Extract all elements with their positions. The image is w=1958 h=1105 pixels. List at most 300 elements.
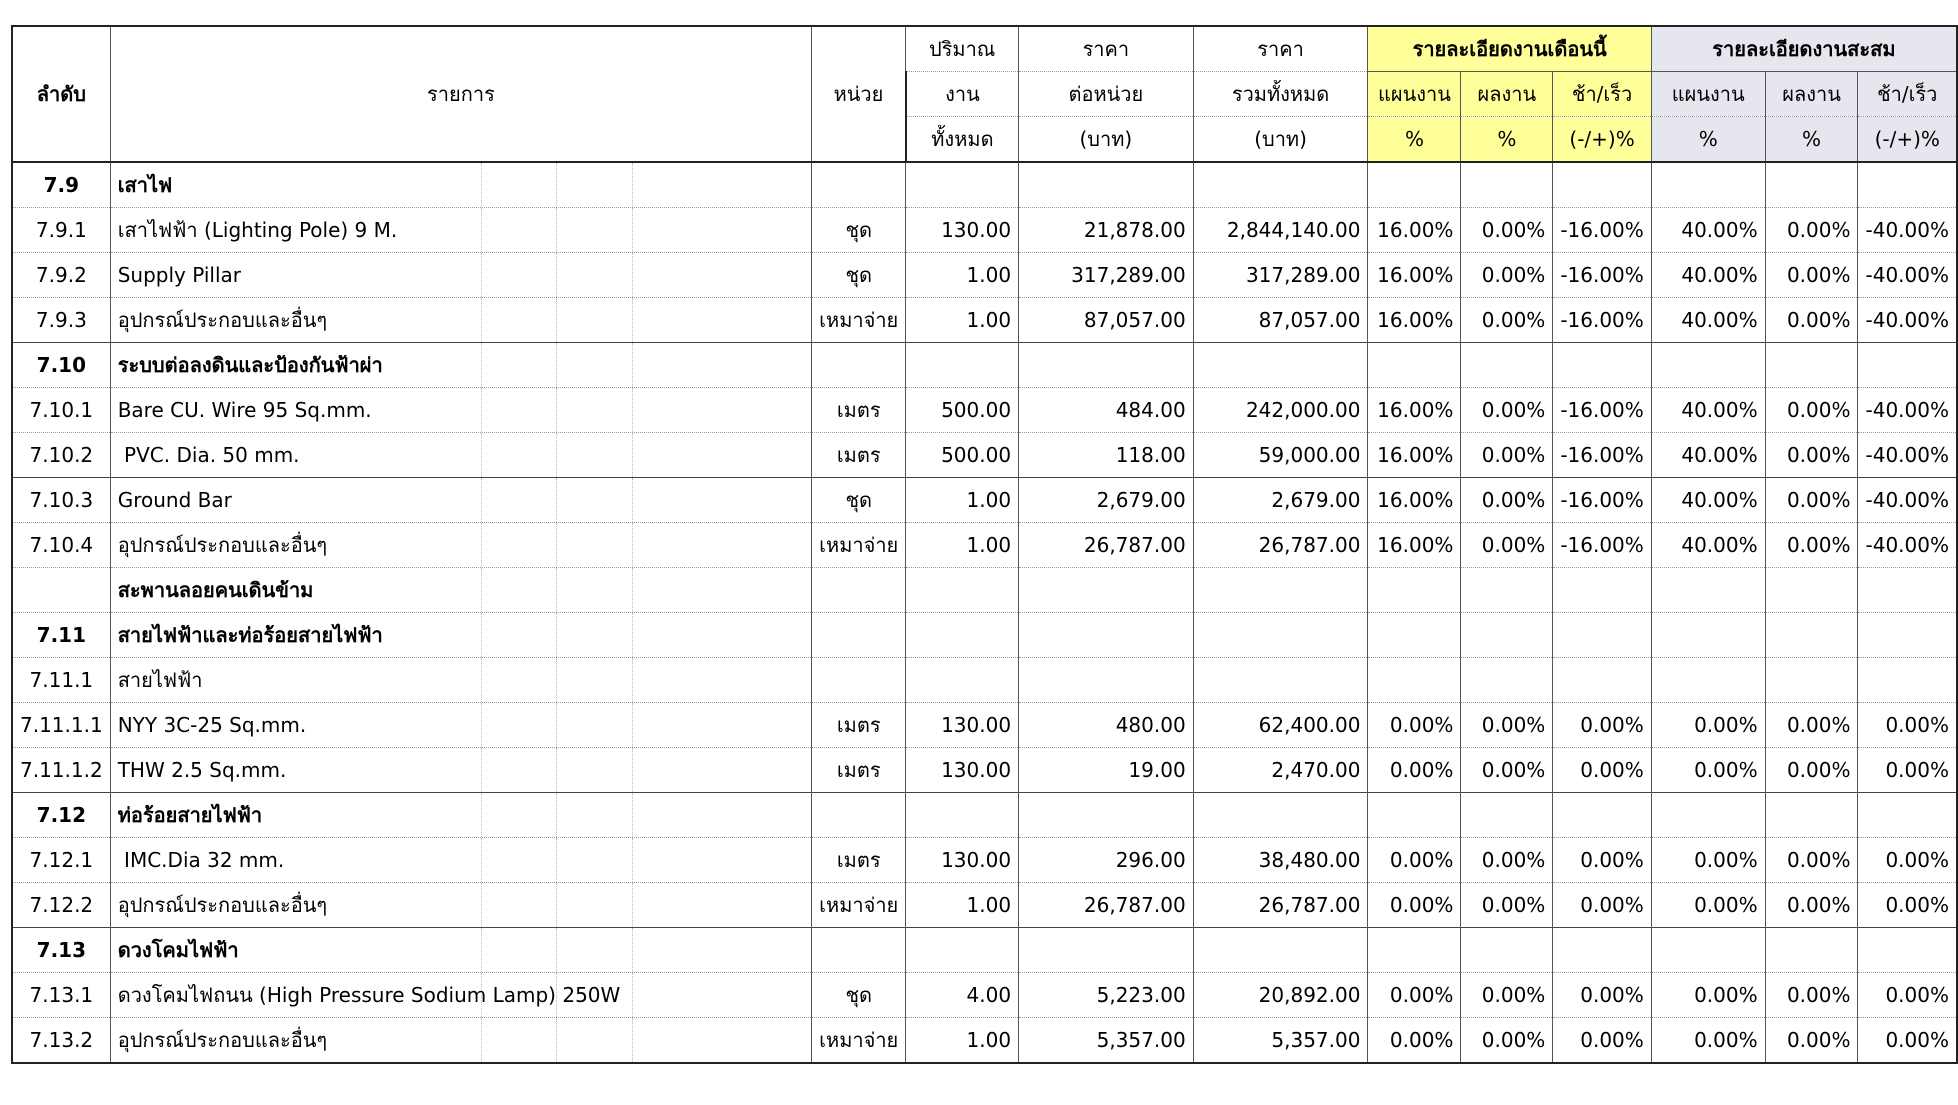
row-cum-plan: 0.00% [1651,748,1765,793]
row-no: 7.9.3 [12,298,110,343]
row-month-diff [1553,658,1651,703]
row-unit: เมตร [812,388,906,433]
row-month-actual [1461,568,1553,613]
row-total-price: 5,357.00 [1193,1018,1368,1064]
row-cum-plan [1651,613,1765,658]
row-cum-actual [1765,793,1858,838]
row-qty: 130.00 [906,208,1019,253]
row-unit-price: 480.00 [1019,703,1194,748]
row-cum-diff: -40.00% [1858,478,1957,523]
header-unit-price-1: ราคา [1019,26,1194,72]
row-month-actual: 0.00% [1461,253,1553,298]
table-row [12,793,1957,838]
row-no: 7.10.3 [12,478,110,523]
row-item [110,658,811,703]
row-total-price: 2,470.00 [1193,748,1368,793]
row-item-text: Bare CU. Wire 95 Sq.mm. [117,398,372,422]
header-month-diff: ช้า/เร็ว [1553,72,1651,117]
header-unit-price-2: ต่อหน่วย [1019,72,1194,117]
header-month-plan-pct: % [1368,117,1461,163]
row-cum-diff: -40.00% [1858,253,1957,298]
row-cum-plan: 40.00% [1651,478,1765,523]
row-unit-price [1019,568,1194,613]
row-month-diff [1553,343,1651,388]
row-item [110,388,811,433]
row-item-text: อุปกรณ์ประกอบและอื่นๆ [117,893,328,917]
row-item [110,838,811,883]
progress-table [11,25,1958,1064]
row-no: 7.9.2 [12,253,110,298]
row-total-price: 62,400.00 [1193,703,1368,748]
row-qty [906,658,1019,703]
row-unit [812,343,906,388]
row-no: 7.10.4 [12,523,110,568]
row-qty [906,793,1019,838]
row-no: 7.12.2 [12,883,110,928]
row-cum-diff: 0.00% [1858,838,1957,883]
row-qty: 1.00 [906,253,1019,298]
row-month-actual: 0.00% [1461,298,1553,343]
row-no: 7.13 [12,928,110,973]
row-month-plan [1368,928,1461,973]
row-cum-plan: 40.00% [1651,253,1765,298]
row-month-diff [1553,928,1651,973]
row-no: 7.13.1 [12,973,110,1018]
row-unit: เหมาจ่าย [812,1018,906,1064]
row-item [110,253,811,298]
table-row [12,208,1957,253]
row-item [110,568,811,613]
row-month-actual: 0.00% [1461,838,1553,883]
row-cum-diff: -40.00% [1858,298,1957,343]
row-cum-actual [1765,613,1858,658]
row-cum-plan: 40.00% [1651,433,1765,478]
row-month-plan: 16.00% [1368,253,1461,298]
row-no: 7.9.1 [12,208,110,253]
table-row [12,433,1957,478]
row-cum-actual: 0.00% [1765,703,1858,748]
header-cum-plan: แผนงาน [1651,72,1765,117]
row-total-price: 26,787.00 [1193,883,1368,928]
row-item [110,703,811,748]
row-item-text: ดวงโคมไฟถนน (High Pressure Sodium Lamp) 250W [117,983,621,1007]
row-cum-diff: 0.00% [1858,748,1957,793]
row-month-diff: -16.00% [1553,298,1651,343]
row-unit-price: 5,357.00 [1019,1018,1194,1064]
row-no: 7.10.2 [12,433,110,478]
row-total-price [1193,162,1368,208]
row-item [110,613,811,658]
row-total-price [1193,613,1368,658]
row-qty: 1.00 [906,883,1019,928]
row-month-diff: -16.00% [1553,433,1651,478]
table-row [12,703,1957,748]
row-unit-price [1019,658,1194,703]
row-cum-diff: -40.00% [1858,523,1957,568]
row-month-diff: 0.00% [1553,748,1651,793]
row-month-actual [1461,162,1553,208]
row-unit [812,568,906,613]
row-item-text: ระบบต่อลงดินและป้องกันฟ้าผ่า [117,353,383,377]
row-no: 7.10 [12,343,110,388]
row-qty: 130.00 [906,703,1019,748]
row-no: 7.11.1 [12,658,110,703]
row-month-plan: 16.00% [1368,298,1461,343]
row-item-text: NYY 3C-25 Sq.mm. [117,713,307,737]
row-unit: เมตร [812,703,906,748]
row-item-text: ท่อร้อยสายไฟฟ้า [117,803,263,827]
table-row [12,568,1957,613]
row-qty [906,568,1019,613]
row-qty [906,343,1019,388]
row-item [110,793,811,838]
row-no: 7.13.2 [12,1018,110,1064]
row-cum-diff: 0.00% [1858,883,1957,928]
table-row [12,1018,1957,1064]
row-qty: 4.00 [906,973,1019,1018]
row-item [110,162,811,208]
row-item-text: IMC.Dia 32 mm. [117,848,285,872]
row-unit-price: 296.00 [1019,838,1194,883]
row-month-actual [1461,793,1553,838]
row-unit: เมตร [812,838,906,883]
header-cumulative: รายละเอียดงานสะสม [1651,26,1957,72]
row-total-price [1193,568,1368,613]
row-total-price: 38,480.00 [1193,838,1368,883]
row-qty: 500.00 [906,388,1019,433]
row-cum-actual: 0.00% [1765,523,1858,568]
row-cum-actual: 0.00% [1765,883,1858,928]
row-unit: เหมาจ่าย [812,883,906,928]
row-cum-diff [1858,343,1957,388]
row-cum-plan [1651,793,1765,838]
row-cum-plan [1651,162,1765,208]
row-item-text: สายไฟฟ้า [117,668,203,692]
row-cum-diff: -40.00% [1858,433,1957,478]
header-cum-diff: ช้า/เร็ว [1858,72,1957,117]
row-month-plan: 16.00% [1368,433,1461,478]
row-cum-diff [1858,613,1957,658]
row-cum-actual: 0.00% [1765,208,1858,253]
row-month-actual: 0.00% [1461,388,1553,433]
row-unit-price: 19.00 [1019,748,1194,793]
row-cum-diff: 0.00% [1858,1018,1957,1064]
row-qty [906,613,1019,658]
row-item-text: Supply Pillar [117,263,241,287]
row-qty: 1.00 [906,478,1019,523]
row-unit-price: 2,679.00 [1019,478,1194,523]
table-row [12,658,1957,703]
row-unit-price [1019,793,1194,838]
header-total-price-3: (บาท) [1193,117,1368,163]
header-month-diff-pct: (-/+)% [1553,117,1651,163]
row-total-price: 87,057.00 [1193,298,1368,343]
row-total-price: 26,787.00 [1193,523,1368,568]
row-no: 7.12 [12,793,110,838]
header-month-plan: แผนงาน [1368,72,1461,117]
row-item [110,208,811,253]
row-month-diff: -16.00% [1553,388,1651,433]
row-item [110,1018,811,1064]
row-cum-actual: 0.00% [1765,838,1858,883]
row-unit: เหมาจ่าย [812,298,906,343]
table-row [12,253,1957,298]
row-month-actual [1461,613,1553,658]
row-no: 7.11.1.2 [12,748,110,793]
row-month-actual [1461,343,1553,388]
row-unit-price: 5,223.00 [1019,973,1194,1018]
row-unit-price [1019,613,1194,658]
row-cum-plan: 0.00% [1651,838,1765,883]
header-qty-2: งาน [906,72,1019,117]
row-month-plan [1368,568,1461,613]
row-cum-diff: 0.00% [1858,703,1957,748]
row-month-plan: 16.00% [1368,478,1461,523]
row-month-diff [1553,162,1651,208]
row-month-diff [1553,568,1651,613]
row-cum-plan: 0.00% [1651,703,1765,748]
row-cum-plan: 40.00% [1651,208,1765,253]
header-cum-plan-pct: % [1651,117,1765,163]
row-no: 7.9 [12,162,110,208]
header-total-price-2: รวมทั้งหมด [1193,72,1368,117]
row-qty: 1.00 [906,523,1019,568]
row-no: 7.12.1 [12,838,110,883]
row-unit-price: 317,289.00 [1019,253,1194,298]
row-unit [812,658,906,703]
row-cum-actual: 0.00% [1765,433,1858,478]
row-month-diff: 0.00% [1553,1018,1651,1064]
row-month-plan [1368,162,1461,208]
row-cum-plan: 0.00% [1651,973,1765,1018]
header-cum-actual: ผลงาน [1765,72,1858,117]
row-item-text: Ground Bar [117,488,232,512]
row-no: 7.11.1.1 [12,703,110,748]
row-item [110,433,811,478]
row-month-diff: -16.00% [1553,208,1651,253]
row-item [110,973,811,1018]
row-item-text: สายไฟฟ้าและท่อร้อยสายไฟฟ้า [117,623,383,647]
row-total-price: 317,289.00 [1193,253,1368,298]
header-qty-1: ปริมาณ [906,26,1019,72]
row-no: 7.10.1 [12,388,110,433]
row-month-actual: 0.00% [1461,973,1553,1018]
header-cum-diff-pct: (-/+)% [1858,117,1957,163]
row-cum-diff [1858,568,1957,613]
table-row [12,838,1957,883]
row-total-price: 242,000.00 [1193,388,1368,433]
row-cum-actual: 0.00% [1765,388,1858,433]
row-item-text: THW 2.5 Sq.mm. [117,758,287,782]
row-unit [812,162,906,208]
row-month-plan: 0.00% [1368,748,1461,793]
row-month-actual: 0.00% [1461,478,1553,523]
row-month-diff: 0.00% [1553,883,1651,928]
row-qty [906,928,1019,973]
row-month-diff [1553,793,1651,838]
row-item-text: อุปกรณ์ประกอบและอื่นๆ [117,308,328,332]
row-item [110,478,811,523]
header-qty-3: ทั้งหมด [906,117,1019,163]
row-unit: เมตร [812,748,906,793]
row-month-actual: 0.00% [1461,1018,1553,1064]
row-total-price: 2,844,140.00 [1193,208,1368,253]
row-unit: ชุด [812,973,906,1018]
row-qty: 130.00 [906,838,1019,883]
row-month-diff: 0.00% [1553,838,1651,883]
row-item [110,523,811,568]
row-item [110,298,811,343]
table-row [12,343,1957,388]
row-cum-plan [1651,568,1765,613]
row-month-plan: 16.00% [1368,523,1461,568]
row-month-diff: 0.00% [1553,703,1651,748]
row-month-actual: 0.00% [1461,883,1553,928]
row-month-diff: 0.00% [1553,973,1651,1018]
table-row [12,388,1957,433]
row-cum-diff [1858,793,1957,838]
row-cum-actual [1765,162,1858,208]
row-cum-plan: 0.00% [1651,1018,1765,1064]
row-unit-price [1019,928,1194,973]
row-unit-price: 484.00 [1019,388,1194,433]
row-unit [812,928,906,973]
row-month-actual: 0.00% [1461,748,1553,793]
row-month-plan: 0.00% [1368,1018,1461,1064]
row-unit [812,613,906,658]
row-no [12,568,110,613]
row-cum-actual [1765,568,1858,613]
row-month-diff: -16.00% [1553,478,1651,523]
row-month-actual: 0.00% [1461,433,1553,478]
header-no: ลำดับ [12,26,110,162]
row-total-price [1193,658,1368,703]
row-unit: ชุด [812,478,906,523]
row-unit-price [1019,162,1194,208]
row-month-actual: 0.00% [1461,703,1553,748]
row-month-plan: 16.00% [1368,388,1461,433]
table-row [12,162,1957,208]
row-cum-plan: 40.00% [1651,298,1765,343]
row-unit-price: 118.00 [1019,433,1194,478]
table-row [12,928,1957,973]
row-cum-actual [1765,343,1858,388]
row-cum-actual: 0.00% [1765,973,1858,1018]
row-unit: เหมาจ่าย [812,523,906,568]
row-cum-diff: 0.00% [1858,973,1957,1018]
header-this-month: รายละเอียดงานเดือนนี้ [1368,26,1651,72]
row-item [110,928,811,973]
row-unit: เมตร [812,433,906,478]
row-item [110,748,811,793]
table-row [12,298,1957,343]
row-month-plan [1368,613,1461,658]
row-month-diff [1553,613,1651,658]
row-cum-actual: 0.00% [1765,748,1858,793]
table-row [12,613,1957,658]
row-item [110,883,811,928]
row-month-actual [1461,658,1553,703]
row-qty [906,162,1019,208]
row-cum-plan [1651,928,1765,973]
row-cum-plan: 40.00% [1651,523,1765,568]
row-month-diff: -16.00% [1553,253,1651,298]
row-month-actual [1461,928,1553,973]
row-unit [812,793,906,838]
row-unit-price: 26,787.00 [1019,883,1194,928]
row-cum-diff [1858,928,1957,973]
row-cum-actual: 0.00% [1765,253,1858,298]
row-total-price [1193,343,1368,388]
row-unit-price: 21,878.00 [1019,208,1194,253]
row-month-plan: 0.00% [1368,973,1461,1018]
header-month-actual-pct: % [1461,117,1553,163]
header-month-actual: ผลงาน [1461,72,1553,117]
row-month-plan: 0.00% [1368,838,1461,883]
row-unit-price: 87,057.00 [1019,298,1194,343]
header-unit-price-3: (บาท) [1019,117,1194,163]
row-qty: 1.00 [906,1018,1019,1064]
row-item-text: อุปกรณ์ประกอบและอื่นๆ [117,533,328,557]
header-row-1 [12,26,1957,72]
row-total-price: 20,892.00 [1193,973,1368,1018]
row-cum-actual: 0.00% [1765,298,1858,343]
row-month-plan: 0.00% [1368,883,1461,928]
header-total-price-1: ราคา [1193,26,1368,72]
row-month-actual: 0.00% [1461,208,1553,253]
row-total-price: 2,679.00 [1193,478,1368,523]
row-cum-actual: 0.00% [1765,1018,1858,1064]
row-total-price [1193,793,1368,838]
header-cum-actual-pct: % [1765,117,1858,163]
table-row [12,523,1957,568]
row-item-text: อุปกรณ์ประกอบและอื่นๆ [117,1028,328,1052]
row-month-plan [1368,343,1461,388]
row-item [110,343,811,388]
row-month-actual: 0.00% [1461,523,1553,568]
row-month-plan: 16.00% [1368,208,1461,253]
row-month-plan [1368,793,1461,838]
row-cum-diff [1858,162,1957,208]
table-row [12,478,1957,523]
row-qty: 130.00 [906,748,1019,793]
row-cum-plan [1651,343,1765,388]
row-item-text: PVC. Dia. 50 mm. [117,443,300,467]
row-total-price [1193,928,1368,973]
row-unit-price: 26,787.00 [1019,523,1194,568]
row-cum-actual [1765,928,1858,973]
row-qty: 1.00 [906,298,1019,343]
row-cum-plan: 0.00% [1651,883,1765,928]
table-row [12,883,1957,928]
row-unit: ชุด [812,253,906,298]
row-cum-plan: 40.00% [1651,388,1765,433]
row-cum-diff: -40.00% [1858,388,1957,433]
row-unit-price [1019,343,1194,388]
table-row [12,973,1957,1018]
row-item-text: ดวงโคมไฟฟ้า [117,938,239,962]
row-cum-actual [1765,658,1858,703]
row-month-plan [1368,658,1461,703]
table-row [12,748,1957,793]
row-item-text: สะพานลอยคนเดินข้าม [117,578,314,602]
row-cum-actual: 0.00% [1765,478,1858,523]
row-cum-diff [1858,658,1957,703]
row-item-text: เสาไฟฟ้า (Lighting Pole) 9 M. [117,218,398,242]
row-unit: ชุด [812,208,906,253]
row-item-text: เสาไฟ [117,173,173,197]
header-unit: หน่วย [812,26,906,162]
